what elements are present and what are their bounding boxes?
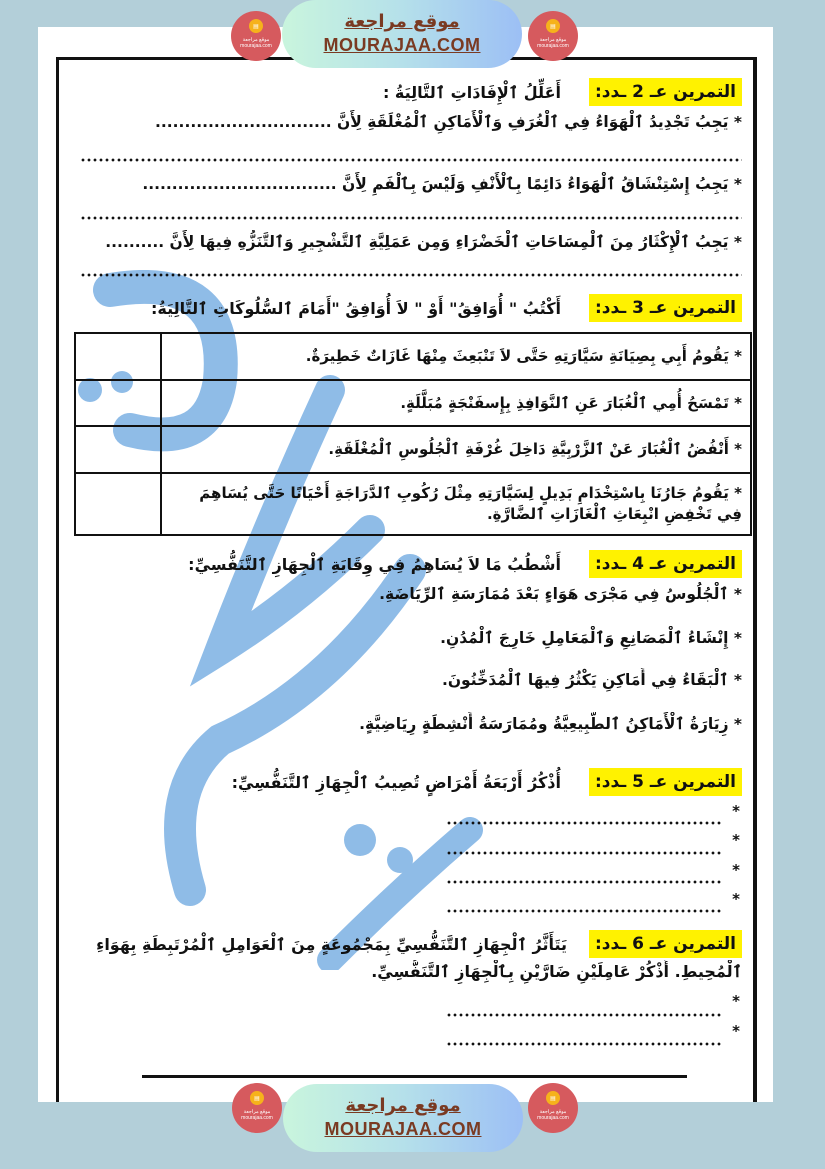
table-row (75, 473, 751, 535)
bullet-star: * (732, 861, 740, 879)
answer-line[interactable] (446, 1041, 722, 1047)
exercise-3-label: التمرين عـ 3 ـدد: (589, 294, 742, 322)
answer-cell[interactable] (75, 473, 161, 535)
bullet-star: * (732, 831, 740, 849)
answer-line[interactable] (446, 850, 722, 856)
exercise-3-header (151, 294, 742, 322)
exercise-2-label: التمرين عـ 2 ـدد: (589, 78, 742, 106)
bullet-star: * (732, 890, 740, 908)
statement-cell: * يَقُومُ جَارُنَا بِاسْتِخْدَامِ بَدِيلٍ لِسَيَّارَتِهِ مِثْلَ رُكُوبِ ٱلدَّرَاجَةِ أَحْيَانًا حَتَّى يُسَاهِمَ فِي تَخْفِضِ انْبِعَاثِ ٱلْغَازَاتِ ٱلضَّارَّةِ. (161, 473, 751, 535)
answer-cell[interactable] (75, 333, 161, 380)
site-name-latin: MOURAJAA.COM (324, 1119, 482, 1139)
book-icon: ▤ (546, 19, 560, 33)
answer-line[interactable] (446, 879, 722, 885)
site-name-arabic: موقع مراجعة (345, 1095, 461, 1116)
exercise-4-header (188, 550, 742, 578)
site-logo-left-bottom[interactable] (232, 1083, 282, 1133)
book-icon: ▤ (546, 1091, 560, 1105)
answer-cell[interactable] (75, 380, 161, 426)
exercise-4-label: التمرين عـ 4 ـدد: (589, 550, 742, 578)
site-logo-right-top[interactable] (528, 11, 578, 61)
statement-cell: * يَقُومُ أَبِي بِصِيَانَةِ سَيَّارَتِهِ حَتَّى لاَ تَنْبَعِثَ مِنْهَا غَازَاتٌ خَطِيرَةٌ. (161, 333, 751, 380)
statement-cell: * أَنْفُضُ ٱلْغُبَارَ عَنْ ٱلزَّرْبِيَّةِ دَاخِلَ غُرْفَةِ ٱلْجُلُوسِ ٱلْمُغْلَقَةِ. (161, 426, 751, 473)
book-icon: ▤ (249, 19, 263, 33)
footer-rule (142, 1075, 687, 1078)
exercise-2-item-3: * يَجِبُ ٱلْإِكْثَارُ مِنَ ٱلْمِسَاحَاتِ ٱلْخَضْرَاءِ وَمِن عَمَلِيَّةِ ٱلتَّشْجِيرِ وَٱلتَّنَزُّهِ فِيهَا لِأَنَّ .......... (105, 233, 742, 251)
logo-caption: موقع مراجعة mourajaa.com (240, 37, 272, 49)
exercise-4-item-2[interactable]: * إِنْشَاءُ ٱلْمَصَانِعِ وَٱلْمَعَامِلِ خَارِجَ ٱلْمُدُنِ. (440, 629, 742, 647)
exercise-2-instruction: أَعَلِّلُ ٱلْإِفَادَاتِ ٱلتَّالِيَةُ : (382, 82, 561, 102)
bullet-star: * (732, 1022, 740, 1040)
table-row (75, 333, 751, 380)
exercise-6-header (72, 930, 742, 958)
logo-caption: موقع مراجعة mourajaa.com (537, 37, 569, 49)
exercise-4-item-4[interactable]: * زِيَارَةُ ٱلْأَمَاكِنُ ٱلطَّبِيعِيَّةُ ومُمَارَسَةُ أَنْشِطَةٍ رِيَاضِيَّةٍ. (359, 715, 742, 733)
answer-cell[interactable] (75, 426, 161, 473)
exercise-4-item-3[interactable]: * ٱلْبَقَاءُ فِي أَمَاكِنِ يَكْثُرُ فِيهَا ٱلْمُدَخِّنُونَ. (441, 671, 742, 689)
exercise-6-instruction-line-2: ٱلْمُحِيطِ. أُذْكُرْ عَامِلَيْنِ ضَارَّيْنِ بِٱلْجِهَازِ ٱلتَّنَفُّسِيِّ. (371, 962, 742, 981)
answer-line[interactable] (80, 157, 742, 163)
site-banner-bottom[interactable] (283, 1084, 523, 1152)
exercise-5-instruction: أُذْكُرُ أَرْبَعَةُ أَمْرَاضٍ تُصِيبُ ٱلْجِهَازِ ٱلتَّنَفُّسِيِّ: (231, 772, 561, 792)
site-logo-left-top[interactable] (231, 11, 281, 61)
site-banner-top[interactable] (282, 0, 522, 68)
bullet-star: * (732, 992, 740, 1010)
agree-disagree-table (74, 332, 752, 536)
exercise-2-item-1: * يَجِبُ تَجْدِيدُ ٱلْهَوَاءُ فِي ٱلْغُرَفِ وَٱلْأَمَاكِنِ ٱلْمُغْلَقَةِ لِأَنَّ .............................. (155, 113, 742, 131)
exercise-5-label: التمرين عـ 5 ـدد: (589, 768, 742, 796)
answer-line[interactable] (446, 908, 722, 914)
book-icon: ▤ (250, 1091, 264, 1105)
site-name-arabic: موقع مراجعة (344, 11, 460, 32)
exercise-5-header (232, 768, 742, 796)
logo-caption: موقع مراجعة mourajaa.com (241, 1109, 273, 1121)
exercise-4-item-1[interactable]: * ٱلْجُلُوسُ فِي مَجْرَى هَوَاءٍ بَعْدَ مُمَارَسَةِ ٱلرِّيَاضَةِ. (379, 585, 742, 603)
answer-line[interactable] (446, 820, 722, 826)
exercise-6-label: التمرين عـ 6 ـدد: (589, 930, 742, 958)
logo-caption: موقع مراجعة mourajaa.com (537, 1109, 569, 1121)
answer-line[interactable] (80, 215, 742, 221)
exercise-6-instruction-line-1: يَتَأَثَّرُ ٱلْجِهَازِ ٱلتَّنَفُّسِيِّ بِمَجْمُوعَةٍ مِنَ ٱلْعَوَامِلِ ٱلْمُرْتَبِطَةِ بِهَوَاءِ (96, 934, 567, 954)
answer-line[interactable] (80, 272, 742, 278)
exercise-2-item-2: * يَجِبُ إِسْتِنْشَاقُ ٱلْهَوَاءُ دَائِمًا بِٱلْأَنْفِ وَلَيْسَ بِٱلْفَمِ لِأَنَّ ................................. (142, 175, 742, 193)
exercise-4-instruction: أَشْطُبُ مَا لاَ يُسَاهِمُ فِي وِقَايَةِ ٱلْجِهَازِ ٱلتَّنَفُّسِيِّ: (188, 554, 561, 574)
statement-cell: * تَمْسَحُ أُمِي ٱلْغُبَارَ عَنِ ٱلنَّوَافِذِ بِإِسفَنْجَةٍ مُبَلَّلَةٍ. (161, 380, 751, 426)
answer-line[interactable] (446, 1012, 722, 1018)
exercise-3-instruction: أَكْتُبُ " أُوَافِقُ" أَوْ " لاَ أُوَافِقُ "أَمَامَ ٱلسُّلُوكَاتِ ٱلتَّالِيَةُ: (150, 298, 561, 318)
exercise-2-header (383, 78, 742, 106)
table-row (75, 426, 751, 473)
bullet-star: * (732, 802, 740, 820)
site-logo-right-bottom[interactable] (528, 1083, 578, 1133)
site-name-latin: MOURAJAA.COM (323, 35, 481, 55)
table-row (75, 380, 751, 426)
